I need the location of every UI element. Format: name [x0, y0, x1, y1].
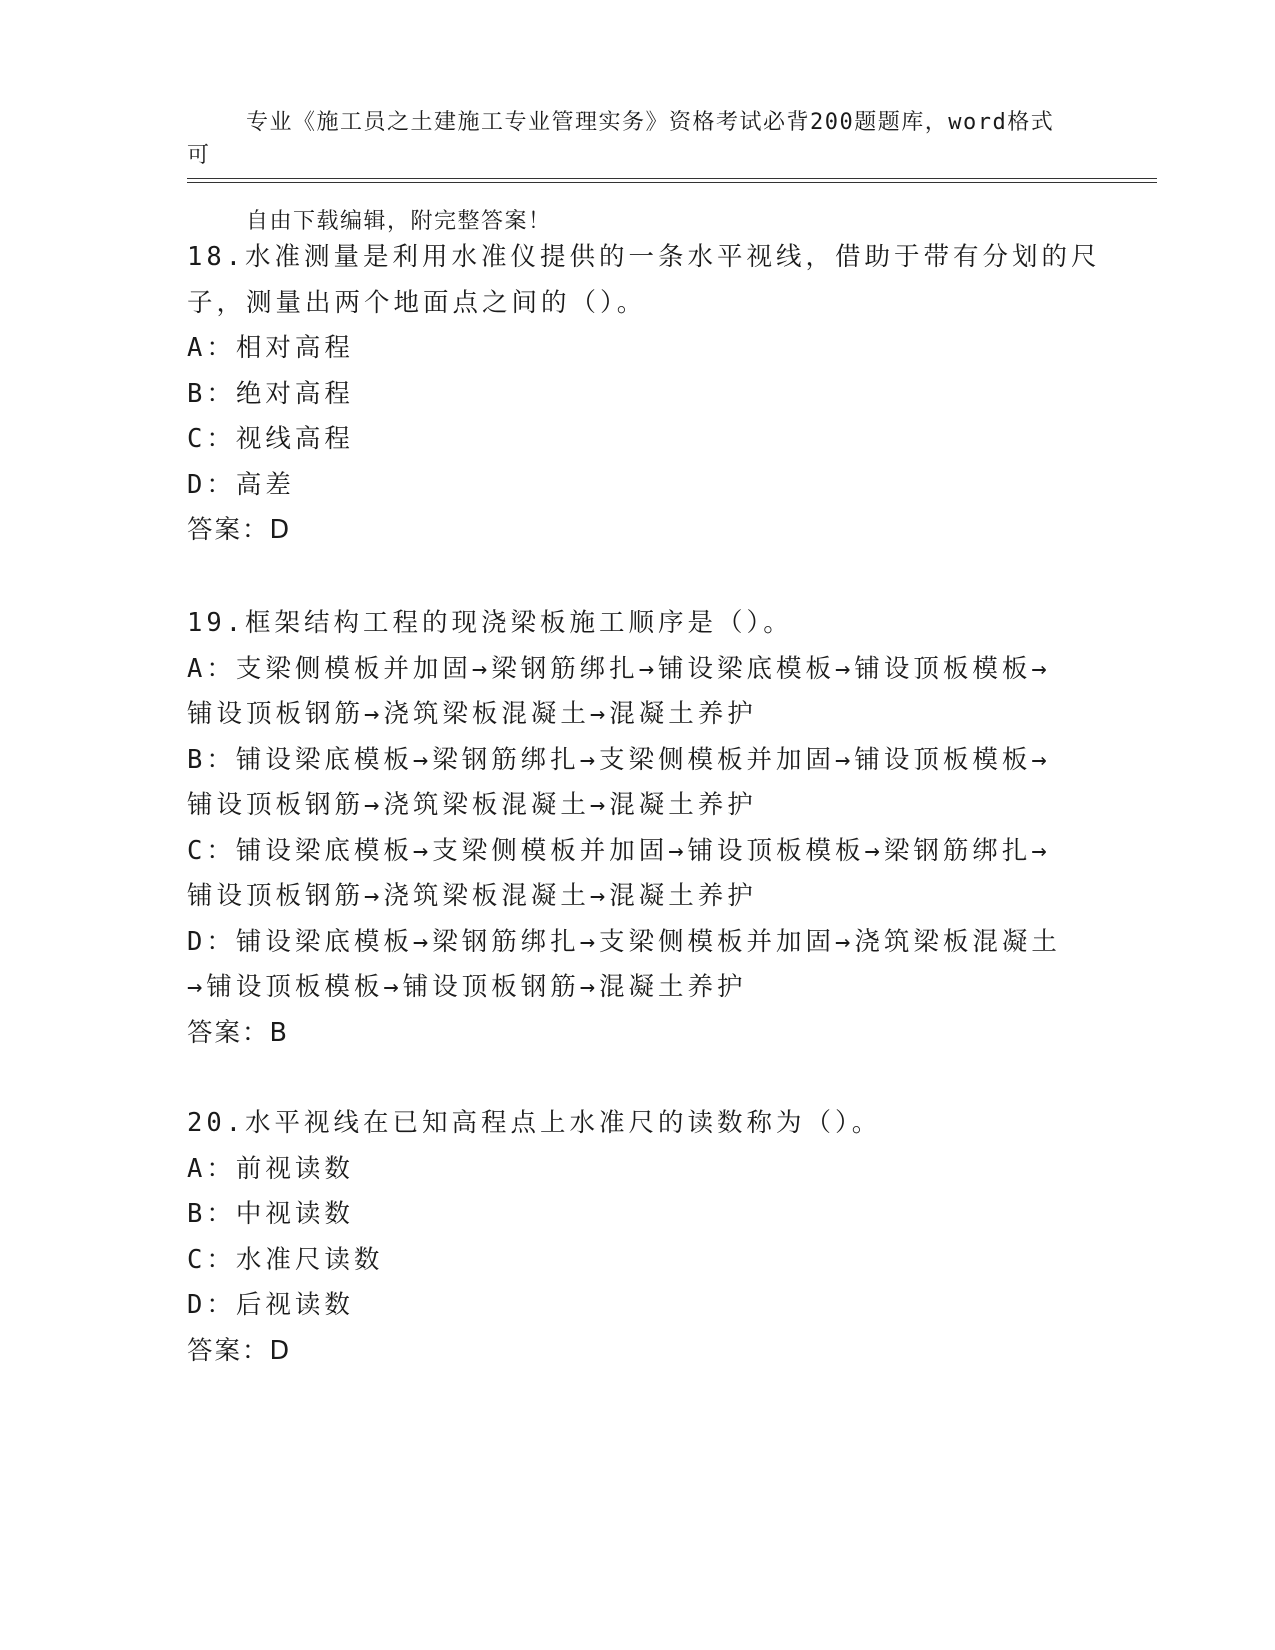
option-c: C：铺设梁底模板→支梁侧模板并加固→铺设顶板模板→梁钢筋绑扎→ — [187, 835, 1051, 866]
option-b: B：中视读数 — [187, 1199, 354, 1229]
header-divider — [187, 178, 1157, 183]
option-d: D：高差 — [187, 469, 295, 500]
option-c: C：视线高程 — [187, 424, 354, 454]
option-a-continued: 铺设顶板钢筋→浇筑梁板混凝土→混凝土养护 — [187, 699, 757, 729]
answer: 答案：B — [187, 1017, 289, 1048]
option-d-continued: →铺设顶板模板→铺设顶板钢筋→混凝土养护 — [187, 972, 747, 1002]
option-b: B：铺设梁底模板→梁钢筋绑扎→支梁侧模板并加固→铺设顶板模板→ — [187, 744, 1051, 775]
header-line-2: 自由下载编辑，附完整答案！ — [245, 209, 552, 234]
question-18 — [187, 235, 1101, 554]
header-line-1: 专业《施工员之土建施工专业管理实务》资格考试必背200题题库，word格式可 — [187, 110, 1055, 168]
option-d: D：铺设梁底模板→梁钢筋绑扎→支梁侧模板并加固→浇筑梁板混凝土 — [187, 926, 1061, 957]
question-19 — [187, 601, 1087, 1056]
option-b: B：绝对高程 — [187, 378, 354, 409]
option-d: D：后视读数 — [187, 1290, 354, 1320]
answer: 答案：D — [187, 1335, 292, 1366]
option-a: A：相对高程 — [187, 333, 354, 363]
option-c: C：水准尺读数 — [187, 1244, 384, 1275]
option-b-continued: 铺设顶板钢筋→浇筑梁板混凝土→混凝土养护 — [187, 790, 757, 820]
answer: 答案：D — [187, 515, 292, 545]
question-stem: 20.水平视线在已知高程点上水准尺的读数称为（）。 — [187, 1108, 882, 1138]
question-stem: 18.水准测量是利用水准仪提供的一条水平视线，借助于带有分划的尺 — [187, 242, 1101, 272]
question-stem: 19.框架结构工程的现浇梁板施工顺序是（）。 — [187, 608, 793, 638]
option-c-continued: 铺设顶板钢筋→浇筑梁板混凝土→混凝土养护 — [187, 881, 757, 911]
option-a: A：支梁侧模板并加固→梁钢筋绑扎→铺设梁底模板→铺设顶板模板→ — [187, 653, 1051, 684]
question-stem: 子，测量出两个地面点之间的（）。 — [187, 287, 647, 318]
question-20 — [187, 1101, 1087, 1374]
option-a: A：前视读数 — [187, 1153, 354, 1184]
